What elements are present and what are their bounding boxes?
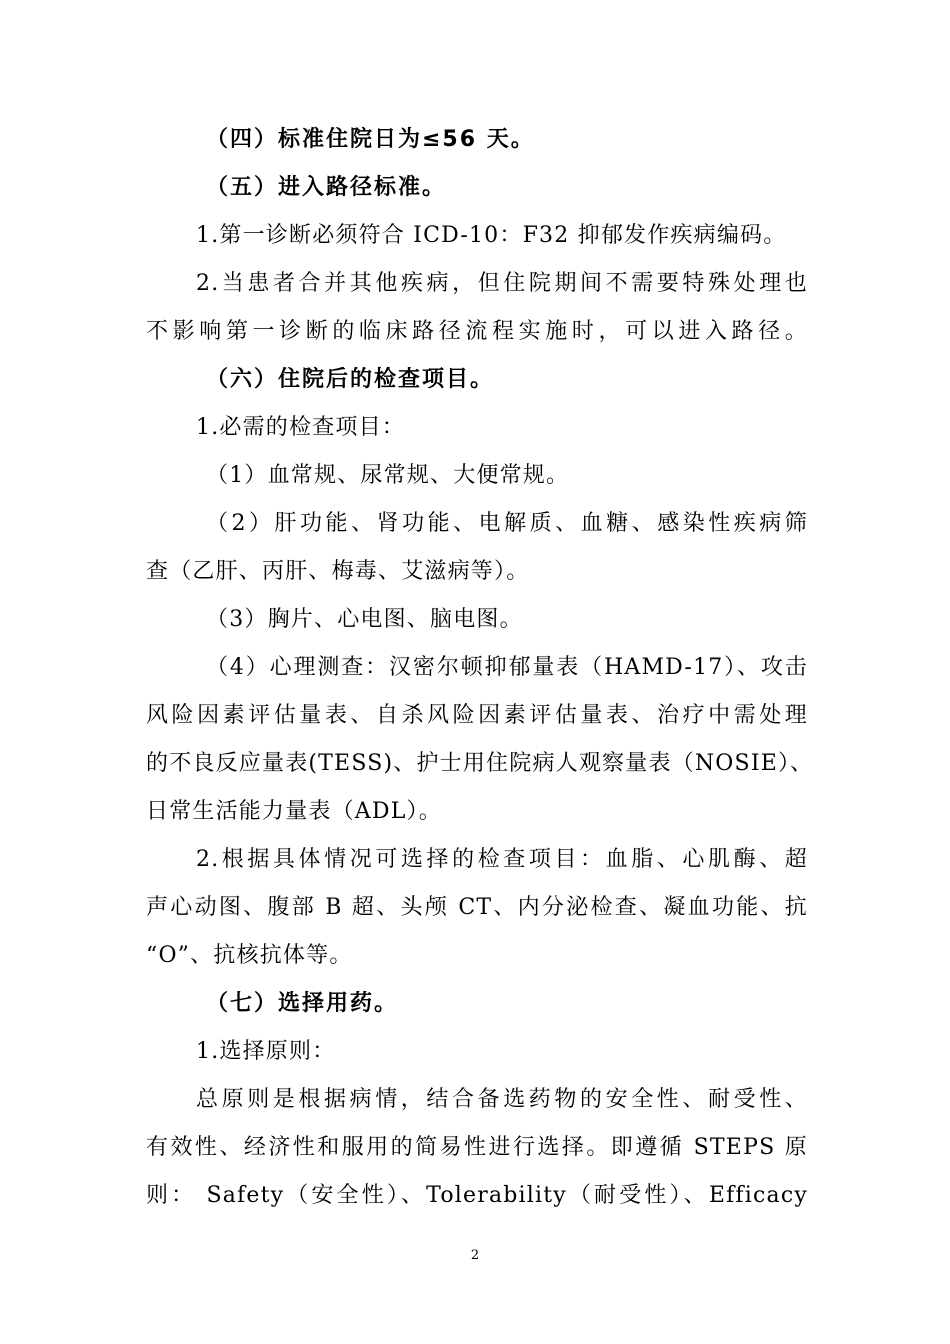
paragraph-line: “O”、抗核抗体等。 — [146, 943, 353, 968]
paragraph-line: 的不良反应量表(TESS)、护士用住院病人观察量表（NOSIE）、 — [146, 751, 814, 776]
paragraph-line: （4）心理测查：汉密尔顿抑郁量表（HAMD-17）、攻击 — [206, 655, 808, 680]
paragraph-line: 风险因素评估量表、自杀风险因素评估量表、治疗中需处理 — [146, 703, 808, 728]
paragraph-line: 声心动图、腹部 B 超、头颅 CT、内分泌检查、凝血功能、抗 — [146, 895, 808, 920]
paragraph-line: （2）肝功能、肾功能、电解质、血糖、感染性疾病筛 — [206, 511, 808, 536]
paragraph-line: 不影响第一诊断的临床路径流程实施时，可以进入路径。 — [146, 319, 808, 344]
section-heading-6: （六）住院后的检查项目。 — [206, 367, 495, 392]
page-number: 2 — [470, 1248, 480, 1263]
paragraph-line: 2.当患者合并其他疾病，但住院期间不需要特殊处理也 — [196, 271, 808, 296]
paragraph-line: 有效性、经济性和服用的简易性进行选择。即遵循 STEPS 原 — [146, 1135, 808, 1160]
paragraph-line: 日常生活能力量表（ADL）。 — [146, 799, 442, 824]
paragraph-line: 总原则是根据病情，结合备选药物的安全性、耐受性、 — [196, 1087, 808, 1112]
paragraph-line: 2.根据具体情况可选择的检查项目：血脂、心肌酶、超 — [196, 847, 808, 872]
paragraph-line: 1.第一诊断必须符合 ICD-10：F32 抑郁发作疾病编码。 — [196, 223, 787, 248]
paragraph-line: （1）血常规、尿常规、大便常规。 — [206, 463, 570, 488]
paragraph-line: （3）胸片、心电图、脑电图。 — [206, 607, 523, 632]
section-heading-7: （七）选择用药。 — [206, 991, 399, 1016]
paragraph-line: 则： Safety（安全性）、Tolerability（耐受性）、Efficacy — [146, 1183, 808, 1208]
paragraph-line: 1.选择原则： — [196, 1039, 336, 1064]
section-heading-5: （五）进入路径标准。 — [206, 175, 447, 200]
paragraph-line: 1.必需的检查项目： — [196, 415, 405, 440]
section-heading-4: （四）标准住院日为≤56 天。 — [206, 127, 535, 152]
paragraph-line: 查（乙肝、丙肝、梅毒、艾滋病等）。 — [146, 559, 530, 584]
